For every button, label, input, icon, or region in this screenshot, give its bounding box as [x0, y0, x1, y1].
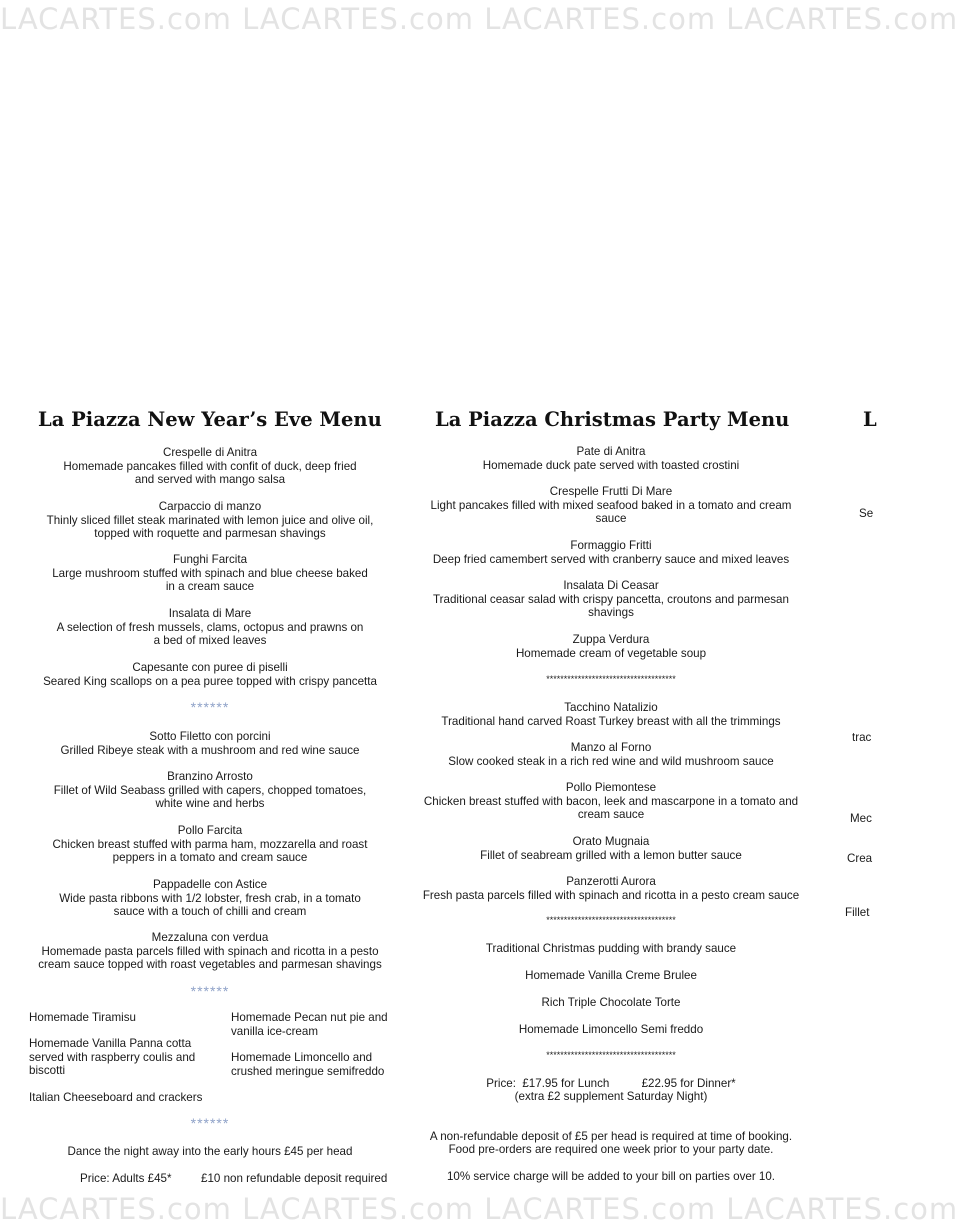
nye-stars-divider-1: ****** — [190, 699, 230, 715]
nye-starter-5: Capesante con puree di piselli Seared King scallops on a pea puree topped with crispy pancetta — [43, 661, 377, 688]
xmas-dessert-2: Homemade Vanilla Creme Brulee — [525, 969, 697, 982]
third-menu-fragment-4: Crea — [847, 852, 873, 865]
nye-dessert-pecan-pie: Homemade Pecan nut pie and vanilla ice-cream — [231, 1011, 388, 1038]
xmas-deposit: A non-refundable deposit of £5 per head is required at time of booking. — [429, 1130, 793, 1143]
xmas-saturday-supplement: (extra £2 supplement Saturday Night) — [514, 1090, 708, 1103]
third-menu-title-fragment: L — [863, 408, 877, 431]
xmas-service-charge: 10% service charge will be added to your bill on parties over 10. — [446, 1170, 776, 1183]
nye-starter-4: Insalata di Mare A selection of fresh mussels, clams, octopus and prawns on a bed of mixed leaves — [56, 607, 364, 648]
xmas-preorder: Food pre-orders are required one week prior to your party date. — [448, 1143, 774, 1156]
nye-deposit: £10 non refundable deposit required — [201, 1172, 388, 1185]
nye-price-adults: Price: Adults £45* — [80, 1172, 172, 1185]
nye-menu-title: La Piazza New Year’s Eve Menu — [38, 408, 382, 431]
xmas-dessert-1: Traditional Christmas pudding with brandy sauce — [485, 942, 737, 955]
xmas-separator-1: ************************************* — [546, 674, 676, 684]
third-menu-fragment-2: trac — [852, 731, 872, 744]
nye-dessert-tiramisu: Homemade Tiramisu — [29, 1011, 136, 1024]
xmas-dessert-3: Rich Triple Chocolate Torte — [541, 996, 681, 1009]
third-menu-fragment-1: Se — [859, 507, 874, 520]
nye-desserts — [29, 1011, 399, 1111]
nye-main-1: Sotto Filetto con porcini Grilled Ribeye steak with a mushroom and red wine sauce — [60, 730, 360, 757]
xmas-starter-3: Formaggio Fritti Deep fried camembert served with cranberry sauce and mixed leaves — [432, 539, 790, 566]
xmas-dessert-4: Homemade Limoncello Semi freddo — [518, 1023, 704, 1036]
nye-dessert-cheeseboard: Italian Cheeseboard and crackers — [29, 1091, 203, 1104]
watermark-top: LACARTES.com LACARTES.com LACARTES.com LACARTES.com — [0, 2, 958, 36]
nye-starter-2: Carpaccio di manzo Thinly sliced fillet steak marinated with lemon juice and olive oil, topped with roquette and parmesan shavings — [46, 500, 374, 541]
nye-stars-divider-2: ****** — [190, 983, 230, 999]
xmas-separator-3: ************************************* — [546, 1050, 676, 1060]
nye-dessert-limoncello: Homemade Limoncello and crushed meringue semifreddo — [231, 1051, 385, 1078]
xmas-starter-4: Insalata Di Ceasar Traditional ceasar salad with crispy pancetta, croutons and parmesan shavings — [433, 579, 789, 620]
xmas-main-1: Tacchino Natalizio Traditional hand carved Roast Turkey breast with all the trimmings — [441, 701, 781, 728]
xmas-main-3: Pollo Piemontese Chicken breast stuffed with bacon, leek and mascarpone in a tomato and cream sauce — [423, 781, 799, 822]
xmas-separator-2: ************************************* — [546, 915, 676, 925]
nye-main-3: Pollo Farcita Chicken breast stuffed with parma ham, mozzarella and roast peppers in a tomato and cream sauce — [52, 824, 368, 865]
xmas-starter-1: Pate di Anitra Homemade duck pate served with toasted crostini — [482, 445, 740, 472]
nye-main-5: Mezzaluna con verdua Homemade pasta parcels filled with spinach and ricotta in a pesto cream sauce topped with roast vegetables and parmesan shavings — [38, 931, 382, 972]
nye-main-2: Branzino Arrosto Fillet of Wild Seabass grilled with capers, chopped tomatoes, white wine and herbs — [53, 770, 367, 811]
nye-starter-3: Funghi Farcita Large mushroom stuffed with spinach and blue cheese baked in a cream sauce — [52, 553, 368, 594]
nye-dessert-panna-cotta: Homemade Vanilla Panna cotta served with raspberry coulis and biscotti — [29, 1037, 196, 1078]
third-menu-fragment-3: Mec — [850, 812, 872, 825]
third-menu-fragment-5: Fillet — [845, 906, 870, 919]
xmas-menu-title: La Piazza Christmas Party Menu — [435, 408, 790, 431]
xmas-price: Price: £17.95 for Lunch £22.95 for Dinner* — [486, 1077, 736, 1090]
nye-dance-line: Dance the night away into the early hours £45 per head — [67, 1145, 353, 1158]
xmas-starter-5: Zuppa Verdura Homemade cream of vegetable soup — [515, 633, 707, 660]
xmas-main-4: Orato Mugnaia Fillet of seabream grilled with a lemon butter sauce — [480, 835, 742, 862]
nye-stars-divider-3: ****** — [190, 1115, 230, 1131]
xmas-main-5: Panzerotti Aurora Fresh pasta parcels filled with spinach and ricotta in a pesto cream sauce — [422, 875, 800, 902]
watermark-bottom: LACARTES.com LACARTES.com LACARTES.com LACARTES.com — [0, 1192, 958, 1226]
nye-main-4: Pappadelle con Astice Wide pasta ribbons with 1/2 lobster, fresh crab, in a tomato sauce with a touch of chilli and cream — [59, 878, 361, 919]
xmas-main-2: Manzo al Forno Slow cooked steak in a rich red wine and wild mushroom sauce — [448, 741, 774, 768]
xmas-starter-2: Crespelle Frutti Di Mare Light pancakes filled with mixed seafood baked in a tomato and cream sauce — [430, 485, 792, 526]
nye-starter-1: Crespelle di Anitra Homemade pancakes filled with confit of duck, deep fried and served with mango salsa — [63, 446, 357, 487]
